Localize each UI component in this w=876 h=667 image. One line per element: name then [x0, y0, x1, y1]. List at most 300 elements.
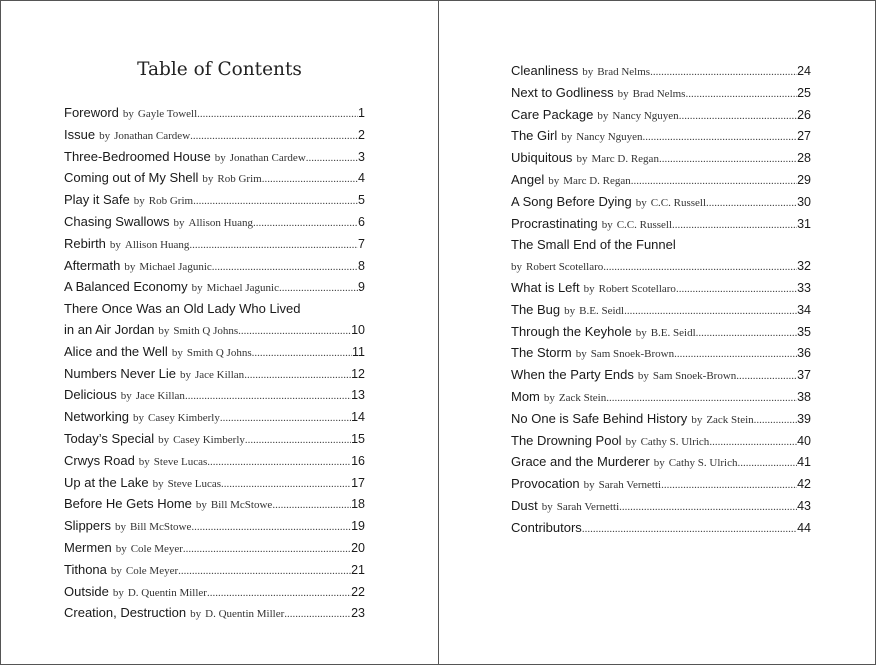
toc-entry-page: 12: [351, 366, 365, 381]
toc-entry-page: 5: [358, 193, 365, 208]
toc-entry: [64, 342, 365, 364]
toc-entry: [64, 103, 365, 125]
toc-entry-by: by: [190, 608, 202, 621]
toc-entry-author: Nancy Nguyen: [612, 109, 679, 122]
toc-entry-by: by: [635, 196, 647, 209]
toc-leader-dots: [624, 301, 797, 322]
toc-entry-title: Slippers: [64, 518, 111, 534]
toc-leader-dots: [183, 539, 351, 560]
toc-entry-by: by: [133, 195, 145, 208]
toc-entry-author: Gayle Towell: [137, 108, 198, 120]
toc-entry-by: by: [180, 368, 191, 381]
toc-entry-author: Jonathan Cardew: [114, 129, 191, 142]
toc-entry-by: by: [195, 499, 207, 512]
toc-leader-dots: [737, 453, 797, 474]
toc-entry-title: Angel: [511, 171, 545, 187]
toc-entry-page: 39: [797, 411, 811, 426]
toc-leader-dots: [306, 148, 358, 169]
toc-entry: [64, 560, 365, 582]
toc-entry-title: Alice and the Well: [64, 343, 168, 359]
toc-entry-by: by: [122, 108, 134, 120]
toc-entry-line: [511, 496, 811, 518]
toc-entry-author: D. Quentin Miller: [205, 608, 285, 621]
toc-entry-page: 25: [797, 85, 811, 100]
toc-entry-page: 21: [351, 562, 365, 577]
toc-left-column: [64, 103, 365, 625]
right-page: [438, 0, 876, 665]
toc-entry-line: [64, 494, 365, 516]
toc-entry-line: [64, 603, 365, 625]
toc-entry-line: [511, 170, 811, 192]
toc-entry-title: Contributors: [511, 519, 582, 535]
toc-entry: [64, 385, 365, 407]
toc-entry-page: 41: [797, 455, 811, 470]
toc-entry-title-line: [511, 235, 811, 256]
toc-entry-title: Chasing Swallows: [64, 213, 170, 229]
toc-entry-by: by: [653, 457, 665, 470]
toc-leader-dots: [190, 126, 358, 147]
toc-entry-page: 8: [358, 258, 365, 273]
toc-entry: [511, 387, 811, 409]
toc-entry-line: [64, 364, 365, 386]
toc-entry-page: 43: [797, 498, 811, 513]
toc-entry-author: C.C. Russell: [616, 218, 673, 231]
toc-entry-author: Sarah Vernetti: [598, 479, 662, 492]
toc-entry-author: Marc D. Regan: [591, 153, 659, 166]
toc-entry: [511, 518, 811, 540]
toc-entry: [64, 147, 365, 169]
toc-entry-author: C.C. Russell: [650, 196, 707, 209]
toc-entry-title: Ubiquitous: [511, 150, 573, 166]
toc-leader-dots: [736, 366, 797, 387]
toc-entry-line: [64, 320, 365, 342]
toc-leader-dots: [582, 519, 797, 540]
toc-entry-author: Brad Nelms: [632, 87, 686, 100]
toc-entry-title: Before He Gets Home: [64, 496, 192, 512]
toc-leader-dots: [221, 474, 351, 495]
toc-entry: [64, 451, 365, 473]
toc-entry: [511, 105, 811, 127]
toc-entry-line: [511, 105, 811, 127]
toc-leader-dots: [279, 278, 358, 299]
toc-entry: [511, 192, 811, 214]
toc-entry-title: The Storm: [511, 345, 572, 361]
toc-entry-author: Brad Nelms: [597, 66, 651, 78]
toc-entry-line: [511, 278, 811, 300]
toc-entry-by: by: [115, 542, 127, 555]
toc-entry: [64, 516, 365, 538]
toc-entry-by: by: [564, 304, 576, 317]
toc-entry-line: [64, 407, 365, 429]
toc-entry: [511, 278, 811, 300]
toc-entry-line: [64, 538, 365, 560]
toc-entry-title: Mom: [511, 388, 540, 404]
toc-entry-line: [511, 387, 811, 409]
toc-entry-author: Rob Grim: [148, 195, 194, 208]
toc-leader-dots: [754, 410, 797, 431]
toc-entry-line: [64, 147, 365, 169]
toc-entry: [511, 126, 811, 148]
toc-entry: [64, 256, 365, 278]
toc-leader-dots: [674, 344, 797, 365]
toc-entry-title-line: [64, 299, 365, 320]
toc-leader-dots: [672, 215, 797, 236]
toc-entry-page: 27: [797, 129, 811, 144]
toc-entry-page: 36: [797, 346, 811, 361]
toc-entry-author: Smith Q Johns: [186, 346, 252, 359]
toc-entry-author: Bill McStowe: [210, 499, 273, 512]
toc-entry-title: The Small End of the Funnel: [511, 237, 676, 253]
toc-entry-by: by: [109, 238, 121, 251]
toc-leader-dots: [619, 497, 797, 518]
toc-entry-page: 3: [358, 149, 365, 164]
toc-leader-dots: [631, 171, 797, 192]
toc-entry: [64, 407, 365, 429]
toc-entry-author: Rob Grim: [217, 173, 262, 186]
toc-entry-by: by: [543, 391, 555, 404]
toc-entry-line: [64, 473, 365, 495]
toc-leader-dots: [220, 408, 351, 429]
toc-entry-author: B.E. Seidl: [650, 326, 696, 339]
toc-entry: [511, 431, 811, 453]
toc-entry-title: What is Left: [511, 279, 580, 295]
toc-entry: [64, 473, 365, 495]
toc-entry-title: The Bug: [511, 301, 561, 317]
toc-entry-line: [64, 277, 365, 299]
toc-entry-line: [64, 256, 365, 278]
toc-entry-title: Networking: [64, 409, 130, 425]
toc-entry-line: [64, 582, 365, 604]
toc-leader-dots: [696, 323, 797, 344]
toc-entry-title: No One is Safe Behind History: [511, 410, 688, 426]
toc-leader-dots: [212, 257, 358, 278]
toc-leader-dots: [272, 495, 351, 516]
toc-entry-line: [511, 61, 811, 83]
toc-leader-dots: [178, 561, 351, 582]
toc-entry-by: by: [158, 324, 170, 337]
toc-entry: [64, 538, 365, 560]
toc-entry-page: 10: [351, 322, 365, 337]
toc-entry-by: by: [583, 282, 595, 295]
toc-leader-dots: [238, 321, 351, 342]
toc-entry: [64, 125, 365, 147]
toc-entry-by: by: [120, 390, 132, 403]
toc-entry-title: Outside: [64, 583, 109, 599]
toc-entry-by: by: [561, 131, 573, 144]
toc-entry-title: Numbers Never Lie: [64, 365, 176, 381]
toc-entry-line: [511, 148, 811, 170]
toc-entry-line: [511, 518, 811, 540]
toc-entry-title: Issue: [64, 126, 96, 142]
toc-entry: [511, 343, 811, 365]
toc-entry-title: A Balanced Economy: [64, 279, 188, 295]
toc-entry-page: 1: [358, 106, 365, 120]
toc-entry-author: Sarah Vernetti: [556, 500, 620, 513]
toc-entry: [64, 234, 365, 256]
toc-right-column: [511, 61, 811, 540]
toc-entry-page: 37: [797, 368, 811, 383]
toc-entry-line: [64, 168, 365, 190]
toc-entry-author: Robert Scotellaro: [598, 282, 676, 295]
toc-entry-by: by: [112, 586, 124, 599]
toc-entry-page: 44: [797, 520, 811, 535]
toc-leader-dots: [193, 191, 358, 212]
toc-entry-by: by: [617, 87, 629, 100]
toc-entry-title: Creation, Destruction: [64, 605, 187, 621]
toc-entry-title: A Song Before Dying: [511, 193, 632, 209]
toc-entry-page: 34: [797, 302, 811, 317]
toc-entry-by: by: [601, 218, 613, 231]
toc-entry: [511, 496, 811, 518]
toc-entry-page: 31: [797, 216, 811, 231]
toc-entry-page: 9: [358, 280, 365, 295]
toc-entry-page: 20: [351, 540, 365, 555]
toc-entry-title: Care Package: [511, 106, 594, 122]
toc-entry-author: Jonathan Cardew: [229, 151, 306, 164]
toc-entry-line: [64, 103, 365, 125]
toc-leader-dots: [245, 430, 351, 451]
toc-entry-line: [64, 560, 365, 582]
toc-entry-page: 14: [351, 410, 365, 425]
toc-entry: [64, 494, 365, 516]
toc-leader-dots: [679, 106, 797, 127]
toc-entry-page: 11: [352, 344, 365, 359]
toc-entry-by: by: [691, 413, 703, 426]
toc-entry-page: 38: [797, 389, 811, 404]
toc-leader-dots: [676, 279, 797, 300]
toc-leader-dots: [643, 127, 798, 148]
toc-entry-page: 17: [351, 475, 365, 490]
toc-entry-page: 4: [358, 171, 365, 186]
toc-entry-line: [64, 385, 365, 407]
toc-entry-title: Three-Bedroomed House: [64, 148, 211, 164]
toc-entry-by: by: [582, 66, 594, 78]
toc-title: Table of Contents: [137, 59, 302, 80]
toc-entry-line: [64, 451, 365, 473]
toc-entry: [64, 429, 365, 451]
toc-entry-page: 29: [797, 172, 811, 187]
toc-entry-author: Casey Kimberly: [148, 412, 220, 425]
toc-entry-author: Cathy S. Ulrich: [640, 435, 710, 448]
toc-entry-author: Allison Huang: [188, 216, 253, 229]
toc-entry-line: [511, 300, 811, 322]
toc-entry-author: Allison Huang: [124, 238, 190, 251]
toc-entry-by: by: [541, 500, 553, 513]
toc-entry-title: Dust: [511, 497, 538, 513]
toc-entry-page: 19: [351, 519, 365, 534]
toc-entry: [64, 190, 365, 212]
toc-entry-title: Provocation: [511, 476, 580, 492]
toc-leader-dots: [207, 452, 351, 473]
toc-entry-line: [64, 125, 365, 147]
toc-leader-dots: [661, 475, 797, 496]
toc-leader-dots: [284, 604, 351, 625]
toc-entry-line: [511, 192, 811, 214]
toc-entry-title: Crwys Road: [64, 452, 135, 468]
toc-entry: [511, 365, 811, 387]
toc-entry: [64, 603, 365, 625]
toc-leader-dots: [659, 149, 797, 170]
toc-entry-line: [511, 452, 811, 474]
toc-entry-by: by: [133, 412, 145, 425]
toc-entry-by: by: [158, 433, 170, 446]
toc-entry: [511, 148, 811, 170]
toc-entry-by: by: [511, 261, 522, 274]
toc-entry-by: by: [597, 109, 609, 122]
toc-entry-by: by: [124, 260, 136, 273]
toc-entry-page: 6: [358, 214, 365, 229]
toc-entry-title: Grace and the Murderer: [511, 454, 650, 470]
toc-entry-page: 15: [351, 431, 365, 446]
toc-leader-dots: [197, 104, 358, 125]
toc-entry-title: Delicious: [64, 387, 117, 403]
toc-entry-title: Up at the Lake: [64, 474, 149, 490]
toc-entry-by: by: [548, 174, 560, 187]
toc-entry-page: 40: [797, 433, 811, 448]
toc-entry-line: [64, 516, 365, 538]
toc-entry-author: Jace Killan: [195, 368, 245, 381]
toc-leader-dots: [253, 213, 358, 234]
toc-entry-author: Steve Lucas: [153, 455, 208, 468]
toc-entry-page: 2: [358, 127, 365, 142]
toc-entry: [511, 61, 811, 83]
toc-entry-author: Marc D. Regan: [563, 174, 631, 187]
toc-entry-line: [511, 256, 811, 278]
toc-entry: [511, 322, 811, 344]
toc-entry: [511, 300, 811, 322]
toc-entry: [511, 214, 811, 236]
toc-entry-by: by: [114, 521, 126, 534]
toc-entry-line: [64, 190, 365, 212]
left-page: [0, 0, 439, 665]
toc-entry-by: by: [214, 151, 226, 164]
toc-entry-by: by: [583, 479, 595, 492]
toc-entry-by: by: [635, 326, 647, 339]
toc-entry-line: [511, 126, 811, 148]
toc-entry-author: Nancy Nguyen: [576, 131, 643, 144]
toc-entry-by: by: [576, 153, 588, 166]
toc-entry-page: 16: [351, 453, 365, 468]
toc-entry-author: Michael Jagunic: [206, 282, 279, 295]
toc-entry-title: Procrastinating: [511, 215, 598, 231]
toc-entry-title: The Girl: [511, 128, 558, 144]
toc-entry-by: by: [191, 282, 203, 295]
toc-entry-page: 32: [797, 259, 811, 274]
toc-entry-title: Cleanliness: [511, 63, 579, 78]
toc-leader-dots: [252, 343, 352, 364]
toc-entry-by: by: [625, 435, 637, 448]
toc-entry-title: Rebirth: [64, 235, 106, 251]
toc-entry-author: Smith Q Johns: [173, 324, 239, 337]
toc-entry-page: 24: [797, 64, 811, 78]
toc-entry-page: 33: [797, 280, 811, 295]
toc-entry-line: [511, 83, 811, 105]
toc-entry-line: [511, 365, 811, 387]
toc-entry-page: 42: [797, 477, 811, 492]
toc-entry-author: Michael Jagunic: [139, 260, 212, 273]
toc-entry-title: Today’s Special: [64, 430, 155, 446]
toc-entry: [511, 170, 811, 192]
toc-entry-page: 23: [351, 606, 365, 621]
toc-entry-page: 30: [797, 194, 811, 209]
toc-entry: [64, 299, 365, 342]
toc-entry-line: [511, 214, 811, 236]
toc-entry: [64, 582, 365, 604]
toc-entry-title: Aftermath: [64, 257, 121, 273]
toc-entry: [511, 474, 811, 496]
toc-entry-author: B.E. Seidl: [579, 304, 625, 317]
toc-leader-dots: [709, 432, 797, 453]
toc-entry-author: Casey Kimberly: [173, 433, 245, 446]
toc-entry: [511, 83, 811, 105]
toc-entry-by: by: [110, 564, 122, 577]
toc-entry-page: 26: [797, 107, 811, 122]
toc-entry-author: Cole Meyer: [130, 542, 183, 555]
toc-entry-line: [511, 431, 811, 453]
toc-entry-page: 22: [351, 584, 365, 599]
toc-entry-by: by: [575, 348, 587, 361]
toc-entry-line: [64, 342, 365, 364]
toc-entry-line: [511, 474, 811, 496]
toc-entry-title: When the Party Ends: [511, 367, 634, 383]
toc-entry-title: Mermen: [64, 539, 112, 555]
toc-entry: [511, 452, 811, 474]
toc-leader-dots: [685, 84, 797, 105]
toc-entry-author: Zack Stein: [558, 391, 607, 404]
toc-entry-author: Bill McStowe: [129, 521, 192, 534]
toc-entry-by: by: [173, 216, 185, 229]
toc-entry-author: Robert Scotellaro: [526, 261, 604, 274]
toc-entry-title: Tithona: [64, 561, 107, 577]
toc-entry-page: 7: [358, 236, 365, 251]
toc-entry: [511, 409, 811, 431]
toc-entry-page: 35: [797, 324, 811, 339]
toc-entry-author: Cole Meyer: [125, 564, 179, 577]
toc-entry-line: [511, 322, 811, 344]
toc-leader-dots: [606, 388, 797, 409]
toc-entry-page: 28: [797, 151, 811, 166]
toc-entry-author: D. Quentin Miller: [127, 586, 207, 599]
toc-leader-dots: [185, 386, 351, 407]
toc-leader-dots: [207, 583, 351, 604]
toc-leader-dots: [244, 365, 351, 386]
toc-entry-author: Jace Killan: [135, 390, 185, 403]
toc-entry-title: Foreword: [64, 105, 119, 120]
toc-entry-by: by: [99, 129, 111, 142]
toc-entry-line: [64, 429, 365, 451]
toc-leader-dots: [189, 235, 358, 256]
toc-leader-dots: [603, 257, 797, 278]
toc-entry-author: Sam Snoek-Brown: [652, 370, 737, 383]
toc-entry-author: Cathy S. Ulrich: [668, 457, 738, 470]
toc-entry: [511, 235, 811, 278]
toc-entry-title: Coming out of My Shell: [64, 170, 199, 186]
toc-entry-by: by: [202, 173, 214, 186]
toc-leader-dots: [706, 193, 797, 214]
toc-entry-title: Play it Safe: [64, 192, 130, 208]
toc-entry: [64, 364, 365, 386]
toc-entry-title: The Drowning Pool: [511, 432, 622, 448]
toc-entry-title: Next to Godliness: [511, 84, 614, 100]
toc-entry-by: by: [152, 477, 164, 490]
toc-entry-line: [64, 212, 365, 234]
toc-entry-title: in an Air Jordan: [64, 321, 155, 337]
toc-entry-by: by: [171, 346, 183, 359]
toc-entry: [64, 212, 365, 234]
toc-entry: [64, 277, 365, 299]
toc-entry-by: by: [138, 455, 150, 468]
toc-leader-dots: [191, 517, 351, 538]
